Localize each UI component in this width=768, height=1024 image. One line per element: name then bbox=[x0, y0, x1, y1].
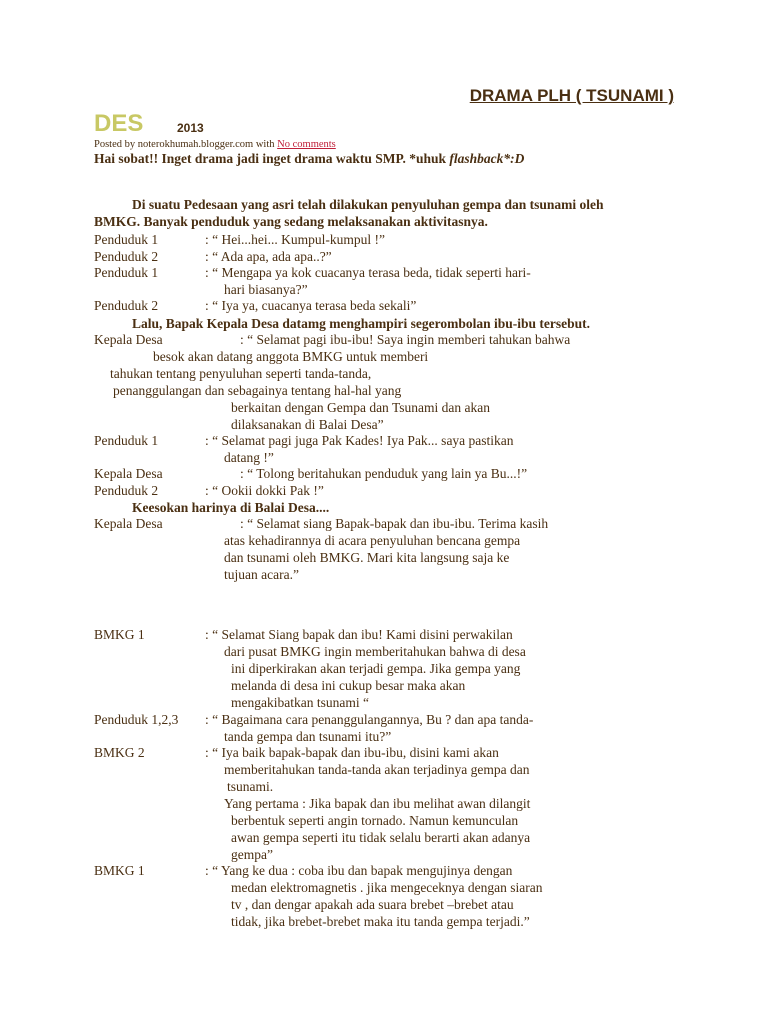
dialogue-line: : “ Iya ya, cuacanya terasa beda sekali” bbox=[205, 298, 417, 313]
dialogue-speaker: Penduduk 1,2,3 bbox=[94, 712, 179, 727]
dialogue-line: tanda gempa dan tsunami itu?” bbox=[224, 729, 392, 744]
post-meta-prefix: Posted by noterokhumah.blogger.com with bbox=[94, 139, 278, 150]
intro-main: Hai sobat!! Inget drama jadi inget drama waktu SMP. *uhuk bbox=[94, 151, 450, 166]
dialogue-speaker: Penduduk 1 bbox=[94, 265, 159, 280]
post-meta bbox=[94, 139, 336, 150]
intro-italic: flashback*:D bbox=[449, 151, 525, 166]
dialogue-line: penanggulangan dan sebagainya tentang hal-hal yang bbox=[113, 383, 402, 398]
dialogue-line: mengakibatkan tsunami “ bbox=[231, 695, 369, 710]
dialogue-line: : “ Ada apa, ada apa..?” bbox=[205, 249, 332, 264]
dialogue-speaker: BMKG 2 bbox=[94, 745, 145, 760]
no-comments-link[interactable]: No comments bbox=[277, 139, 336, 150]
dialogue-speaker: BMKG 1 bbox=[94, 627, 145, 642]
date-month: DES bbox=[94, 110, 144, 137]
date-year: 2013 bbox=[177, 121, 204, 135]
dialogue-speaker: Kepala Desa bbox=[94, 466, 163, 481]
dialogue-line: hari biasanya?” bbox=[224, 282, 308, 297]
dialogue-line: atas kehadirannya di acara penyuluhan bencana gempa bbox=[224, 533, 521, 548]
dialogue-line: melanda di desa ini cukup besar maka akan bbox=[231, 678, 466, 693]
dialogue-line: ini diperkirakan akan terjadi gempa. Jika gempa yang bbox=[231, 661, 521, 676]
dialogue-line: : “ Iya baik bapak-bapak dan ibu-ibu, disini kami akan bbox=[205, 745, 499, 760]
dialogue-speaker: BMKG 1 bbox=[94, 863, 145, 878]
dialogue-line: medan elektromagnetis . jika mengeceknya dengan siaran bbox=[231, 880, 543, 895]
dialogue-speaker: Penduduk 1 bbox=[94, 232, 159, 247]
dialogue-line: tujuan acara.” bbox=[224, 567, 299, 582]
dialogue-speaker: Kepala Desa bbox=[94, 332, 163, 347]
dialogue-line: Yang pertama : Jika bapak dan ibu melihat awan dilangit bbox=[224, 796, 531, 811]
dialogue-line: : “ Bagaimana cara penanggulangannya, Bu ? dan apa tanda- bbox=[205, 712, 534, 727]
dialogue-speaker: Kepala Desa bbox=[94, 516, 163, 531]
dialogue-line: : “ Selamat pagi juga Pak Kades! Iya Pak... saya pastikan bbox=[205, 433, 514, 448]
narration-3: Keesokan harinya di Balai Desa.... bbox=[132, 500, 330, 515]
dialogue-line: : “ Selamat Siang bapak dan ibu! Kami disini perwakilan bbox=[205, 627, 513, 642]
dialogue-speaker: Penduduk 2 bbox=[94, 249, 159, 264]
dialogue-line: : “ Tolong beritahukan penduduk yang lain ya Bu...!” bbox=[240, 466, 528, 481]
narration-2: Lalu, Bapak Kepala Desa datamg menghampiri segerombolan ibu-ibu tersebut. bbox=[132, 316, 591, 331]
dialogue-line: tidak, jika brebet-brebet maka itu tanda gempa terjadi.” bbox=[231, 914, 530, 929]
dialogue-line: tsunami. bbox=[227, 779, 274, 794]
intro-text bbox=[94, 151, 524, 167]
dialogue-line: : “ Hei...hei... Kumpul-kumpul !” bbox=[205, 232, 385, 247]
dialogue-line: : “ Selamat siang Bapak-bapak dan ibu-ibu. Terima kasih bbox=[240, 516, 549, 531]
dialogue-line: : “ Mengapa ya kok cuacanya terasa beda, tidak seperti hari- bbox=[205, 265, 531, 280]
dialogue-line: gempa” bbox=[231, 847, 273, 862]
dialogue-line: : “ Ookii dokki Pak !” bbox=[205, 483, 324, 498]
dialogue-line: dan tsunami oleh BMKG. Mari kita langsung saja ke bbox=[224, 550, 510, 565]
dialogue-line: : “ Selamat pagi ibu-ibu! Saya ingin memberi tahukan bahwa bbox=[240, 332, 571, 347]
dialogue-speaker: Penduduk 2 bbox=[94, 483, 159, 498]
dialogue-line: : “ Yang ke dua : coba ibu dan bapak mengujinya dengan bbox=[205, 863, 513, 878]
dialogue-line: berkaitan dengan Gempa dan Tsunami dan akan bbox=[231, 400, 490, 415]
dialogue-line: tv , dan dengar apakah ada suara brebet –brebet atau bbox=[231, 897, 514, 912]
dialogue-line: awan gempa seperti itu tidak selalu berarti akan adanya bbox=[231, 830, 531, 845]
dialogue-line: datang !” bbox=[224, 450, 274, 465]
dialogue-line: dari pusat BMKG ingin memberitahukan bahwa di desa bbox=[224, 644, 526, 659]
dialogue-speaker: Penduduk 2 bbox=[94, 298, 159, 313]
narration-1-line-1: Di suatu Pedesaan yang asri telah dilakukan penyuluhan gempa dan tsunami oleh bbox=[132, 197, 604, 212]
dialogue-line: memberitahukan tanda-tanda akan terjadinya gempa dan bbox=[224, 762, 530, 777]
dialogue-line: tahukan tentang penyuluhan seperti tanda-tanda, bbox=[110, 366, 372, 381]
narration-1-line-2: BMKG. Banyak penduduk yang sedang melaksanakan aktivitasnya. bbox=[94, 214, 488, 229]
dialogue-line: besok akan datang anggota BMKG untuk memberi bbox=[153, 349, 429, 364]
dialogue-line: berbentuk seperti angin tornado. Namun kemunculan bbox=[231, 813, 519, 828]
dialogue-line: dilaksanakan di Balai Desa” bbox=[231, 417, 384, 432]
post-title: DRAMA PLH ( TSUNAMI ) bbox=[469, 86, 674, 105]
dialogue-speaker: Penduduk 1 bbox=[94, 433, 159, 448]
